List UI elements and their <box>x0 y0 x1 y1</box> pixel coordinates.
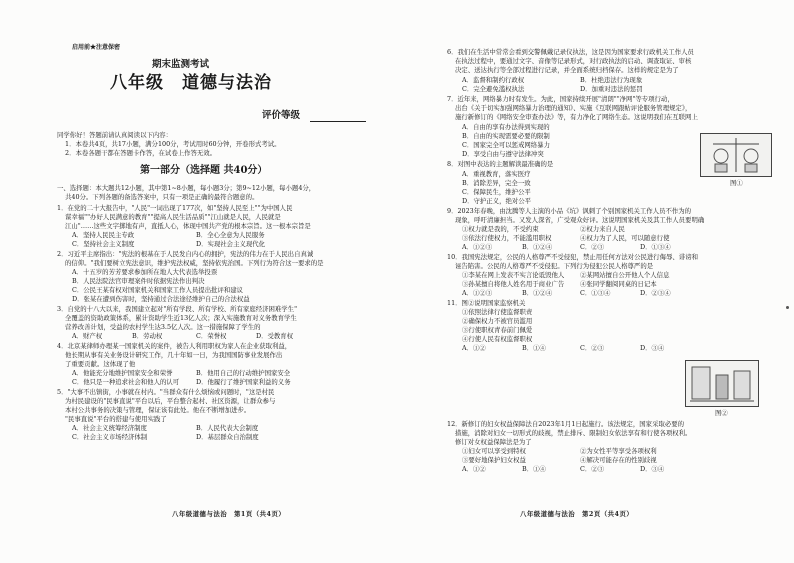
right-question-line: 9．2023年春晚，由沈腾等人主演的小品《坑》讽刺了个别国家机关工作人员不作为的 <box>447 207 691 215</box>
right-question-line: 6．我们在生活中常常会看到交警佩戴记录仪执法，这是因为国家要求行政机关工作人员 <box>447 48 694 56</box>
left-question-line: 的信仰。"我们要树立宪法意识，维护宪法权威，坚持依宪治国。下列行为符合这一要求的是 <box>65 259 324 267</box>
left-question-line: 营养改善计划，受益的农村学生达3.5亿人次。这一措施保障了学生的 <box>65 323 261 331</box>
right-question-line: 10．我国宪法规定，公民的人格尊严不受侵犯，禁止用任何方法对公民进行侮辱、诽谤和 <box>447 253 698 261</box>
left-question-line: 他长期从事有关业务设计研究工作，几十年如一日，为我国国防事业发展作出 <box>65 351 283 359</box>
right-question-line: 7．近年来，网络暴力时有发生。为此，国家持续开展"清朗""净网"等专项行动， <box>447 95 674 103</box>
right-question-line: D．守护正义，绝对公平 <box>462 197 532 205</box>
subject-title: 八年级 道德与法治 <box>110 73 272 93</box>
right-question-line: C．国家完全可以惩戒网络暴力 <box>462 141 550 149</box>
part1-intro-2: 共40分。下列各题的备选答案中，只有一项是正确的最符合题意的。 <box>65 193 259 201</box>
right-question-line: B．①②④ <box>522 243 553 251</box>
left-question-line: 为村民建设的"民事直说"平台以后，平台整合起村、社区资源，让群众参与 <box>65 397 276 405</box>
right-question-line: A．①②③ <box>462 289 493 297</box>
right-question-line: 11．图②说明国家监察机关 <box>447 299 526 307</box>
left-question-line: B．全心全意为人民服务 <box>196 231 265 239</box>
right-question-line: A．①② <box>462 344 486 352</box>
left-question-line: 江山"……这些文字掷地有声，直抵人心，体现中国共产党的根本宗旨。这一根本宗旨是 <box>65 222 311 230</box>
grade-label: 评价等级 <box>262 110 301 121</box>
right-question-line: C．②③ <box>580 243 605 251</box>
right-question-line: ①依照法律行使监督职责 <box>462 308 533 316</box>
right-question-line: A．①② <box>462 465 486 473</box>
left-question-line: 5．"大事不出镇街，小事就在村内。"当群众有什么烦恼或问题时，"这是村民 <box>57 388 275 396</box>
right-question-line: ③依法行使权力，不能滥用职权 <box>462 234 552 242</box>
right-question-line: C．完全避免滥权执法 <box>462 85 525 93</box>
note-1: 1．本卷共4页，共17小题，满分100分，考试用时60分钟，开卷形式考试。 <box>65 140 281 148</box>
right-question-line: ②确保权力不被官员滥用 <box>462 317 533 325</box>
figure-2-cartoon <box>685 360 759 407</box>
exam-title: 期末监测考试 <box>152 59 210 70</box>
right-question-line: B．消除差异，完全一致 <box>462 179 531 187</box>
left-question-line: C．坚持社会主义制度 <box>72 240 135 248</box>
right-question-line: B．①②④ <box>522 289 553 297</box>
figure-2-caption: 图② <box>715 409 728 417</box>
left-question-line: A．坚持人民民主专政 <box>72 231 135 239</box>
right-question-line: D．①③④ <box>640 243 671 251</box>
right-question-line: A．自由的享有办法得到实现的 <box>462 123 550 131</box>
right-question-line: 12．新修订的妇女权益保障法自2023年1月1日起施行。该法规定，国家采取必要的 <box>447 420 685 428</box>
right-question-line: ④权力为了人民，可以随意行使 <box>580 234 670 242</box>
right-question-line: A．重视教育，落实医疗 <box>462 170 531 178</box>
right-question-line: ④行使人民有权监督职权 <box>462 335 533 343</box>
right-question-line: 施行新修订的《网络安全审查办法》等，有力净化了网络生态。这说明我们在互联网上 <box>455 113 698 121</box>
right-question-line: ③要好地保护妇女权益 <box>462 456 526 464</box>
figure-1-caption: 图① <box>730 179 743 187</box>
left-question-line: C．公民王某有权对国家机关和国家工作人员提出批评和建议 <box>72 286 244 294</box>
left-question-line: D．他履行了维护国家利益的义务 <box>196 378 291 386</box>
right-question-line: 修订对女权益保障法是为了 <box>455 438 532 446</box>
right-question-line: ①妇女可以享受到特权 <box>462 447 526 455</box>
note-2: 2．本卷各题干都在答题卡作答，在试卷上作答无效。 <box>65 149 217 157</box>
left-question-line: 3．自党的十八大以来，我国建立起对"所有学段、所有学校、所有家庭经济困难学生" <box>57 305 298 313</box>
right-question-line: ①李某在网上发表不实言论诋毁他人 <box>462 271 565 279</box>
left-question-line: 1．在党的二十大报告中，"人民"一词出现了177次，如"坚持人民至上""为中国人民 <box>57 204 293 212</box>
figure-2-drawing <box>686 361 758 406</box>
right-question-line: B．①④ <box>522 465 546 473</box>
left-question-line: B．人民法院法官审理案件时依据宪法作出判决 <box>72 277 205 285</box>
right-question-line: 出台《关于切实加强网络暴力治理的通知》、实施《互联网跟帖评论服务管理规定》， <box>455 104 692 112</box>
left-question-line: "民事直说"平台的搭建与使用实践了 <box>65 415 167 423</box>
right-question-line: 8．对图中表达的主题解读最准确的是 <box>447 160 554 168</box>
left-question-line: A．十五岁的芳芳要求参加所在地人大代表选举投票 <box>72 268 218 276</box>
right-question-line: ③行使职权青春前门佩爱 <box>462 326 533 334</box>
part1-intro-1: 一、选择题：本大题共12小题，其中第1~8小题，每小题3分；第9~12小题，每小题4分， <box>57 184 316 192</box>
right-question-line: ④张同学翻阅同桌的日记本 <box>580 280 657 288</box>
left-question-line: D．受教育权 <box>256 332 294 340</box>
right-question-line: ①权力就是我的，不受约束 <box>462 225 539 233</box>
grade-blank <box>310 121 366 122</box>
left-question-line: 了重要贡献。这体现了他 <box>65 360 136 368</box>
right-question-line: 在执法过程中，要通过文字、音像等记录形式，对行政执法的启动、调查取证、审核 <box>455 57 692 65</box>
footer-left: 八年级道德与法治 第1页（共4页） <box>172 510 286 518</box>
right-question-line: ③孙某擅自将他人姓名用于商业广告 <box>462 280 565 288</box>
left-question-line: 4．北京某律师办理某一国家机关的案件，被告人利用职权为家人在企业获取利益， <box>57 342 292 350</box>
left-question-line: C．他只是一种追求社会和他人的认可 <box>72 378 180 386</box>
margin-mark <box>786 306 789 309</box>
left-question-line: B．人民代表大会制度 <box>196 424 259 432</box>
left-question-line: D．实现社会主义现代化 <box>196 240 266 248</box>
right-question-line: D．加重对违法的惩罚 <box>580 85 643 93</box>
figure-1-cartoon <box>700 133 772 177</box>
left-question-line: B．劳动权 <box>132 332 163 340</box>
right-question-line: 措施，消除对妇女一切形式的歧视，禁止排斥、限制妇女依法享有和行使各项权利。 <box>455 429 692 437</box>
right-question-line: A．监督和制约行政权 <box>462 76 525 84</box>
right-question-line: ②为女性平等享受各项权利 <box>580 447 657 455</box>
left-question-line: 本村公共事务的决策与管理，保证该有此处。他在不断增加进步。 <box>65 406 251 414</box>
right-question-line: B．杜绝违法行为现象 <box>580 76 643 84</box>
figure-1-drawing <box>701 134 771 176</box>
right-question-line: D．享受自由与遵守法律冲突 <box>462 150 544 158</box>
right-question-line: C．②③ <box>580 465 605 473</box>
greeting: 同学你好！答题前请认真阅读以下内容： <box>57 131 173 139</box>
right-question-line: ②权力来自人民 <box>580 225 625 233</box>
right-question-line: B．自由的实现需要必要的限制 <box>462 132 550 140</box>
right-question-line: A．①②③ <box>462 243 493 251</box>
left-question-line: A．他能充分地维护国家安全和荣誉 <box>72 369 173 377</box>
right-question-line: 现象，呼吁清廉担当。又发人深省，广受观众好评。这说明国家机关及其工作人员要明确 <box>455 216 705 224</box>
left-question-line: D．张某在遭到伤害时，坚持通过合法途径维护自己的合法权益 <box>72 295 250 303</box>
left-question-line: 谋幸福""办好人民满意的教育""提高人民生活品质""江山就是人民，人民就是 <box>65 213 281 221</box>
right-question-line: B．①④ <box>522 344 546 352</box>
left-question-line: C．荣誉权 <box>196 332 227 340</box>
footer-right: 八年级道德与法治 第2页（共4页） <box>520 510 634 518</box>
secret-label: 启用前★注意保密 <box>72 44 121 51</box>
right-question-line: 诬告陷害。公民的人格尊严不受侵犯。下列行为侵犯公民人格尊严的是 <box>455 262 654 270</box>
right-question-line: ④解决可能存在的性别歧视 <box>580 456 657 464</box>
left-question-line: B．他用自己的行动维护国家安全 <box>196 369 291 377</box>
right-question-line: C．保障民生，维护公平 <box>462 188 531 196</box>
part1-title: 第一部分（选择题 共40分） <box>140 165 268 176</box>
right-question-line: C．②③ <box>580 344 605 352</box>
left-question-line: D．基层群众自治制度 <box>196 433 259 441</box>
right-column <box>400 0 794 563</box>
left-question-line: A．财产权 <box>72 332 103 340</box>
right-question-line: 决定、送达执行等全部过程进行记录，并全面系统归档保存。这样的规定是为了 <box>455 66 679 74</box>
left-question-line: C．社会主义市场经济体制 <box>72 433 148 441</box>
right-question-line: D．③④ <box>640 344 665 352</box>
right-question-line: D．③④ <box>640 465 665 473</box>
right-question-line: D．②③④ <box>640 289 671 297</box>
left-question-line: A．社会主义统筹经济制度 <box>72 424 147 432</box>
left-question-line: 2．习近平主席指出："宪法的根基在于人民发自内心的拥护，宪法的伟力在于人民出自真诚 <box>57 250 314 258</box>
right-question-line: ②某网站擅自公开他人个人信息 <box>580 271 670 279</box>
left-question-line: 全覆盖的资助政策体系，累计资助学生近13亿人次；深入实施教育对义务教育学生 <box>65 314 297 322</box>
right-question-line: C．①③④ <box>580 289 611 297</box>
